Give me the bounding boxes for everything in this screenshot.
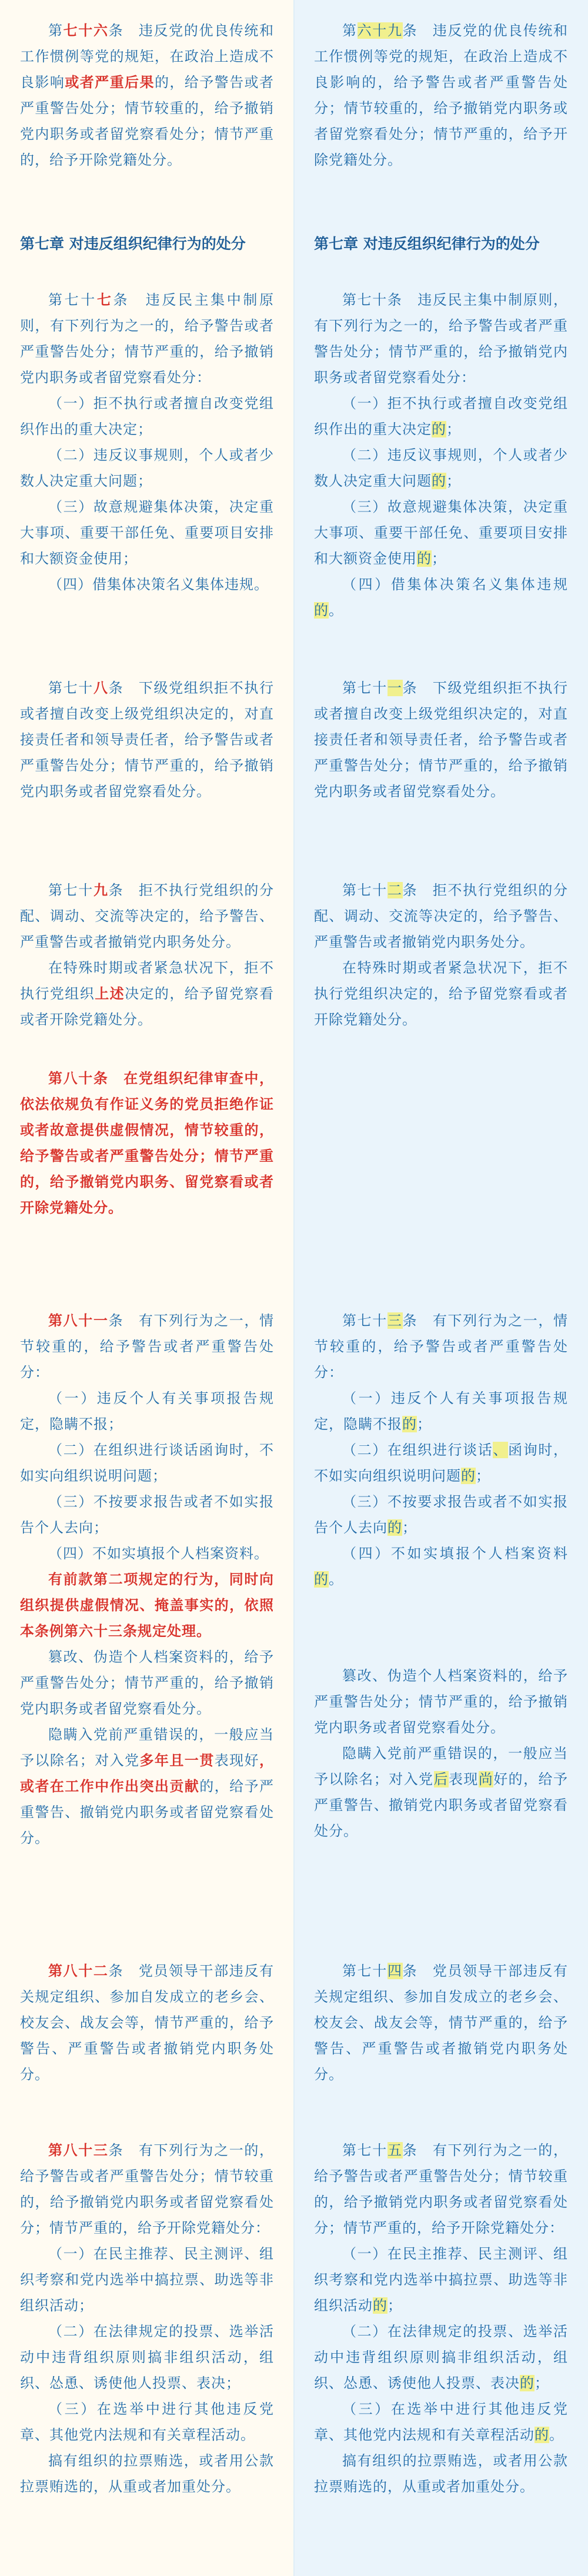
list-item: （四）不如实填报个人档案资料 <box>342 1545 568 1562</box>
list-item: （一）违反个人有关事项报告规定，隐瞒不报 <box>314 1390 568 1432</box>
deleted-text-highlight: 、 <box>493 1442 509 1458</box>
list-item: （三）故意规避集体决策，决定重大事项、重要干部任免、重要项目安排和大额资金使用； <box>20 499 274 567</box>
list-item: ； <box>476 1468 490 1484</box>
chapter-title: 第七章 对违反组织纪律行为的处分 <box>314 235 540 252</box>
article-text: 条 拒不执行党组织的分配、调动、交流等决定的，给予警告、严重警告或者撤销党内职务处分。 <box>314 882 569 950</box>
deleted-text-highlight: 的 <box>520 2375 534 2391</box>
article-text: 条 下级党组织拒不执行或者擅自改变上级党组织决定的，对直接责任者和领导责任者，给予警告或者严重警告处分；情节严重的，给予撤销党内职务或者留党察看处分。 <box>20 680 275 800</box>
right-article-74 <box>314 1958 568 2087</box>
article-prefix: 第七十 <box>48 882 93 898</box>
right-article-69 <box>314 18 568 173</box>
article-prefix: 第七十 <box>342 882 387 898</box>
left-article-80-new <box>20 1065 274 1221</box>
article-text: 条 下级党组织拒不执行或者擅自改变上级党组织决定的，对直接责任者和领导责任者，给予警告或者严重警告处分；情节严重的，给予撤销党内职务或者留党察看处分。 <box>314 680 569 800</box>
list-item: （一）拒不执行或者擅自改变党组织作出的重大决定； <box>20 395 274 437</box>
deleted-text-highlight: 后 <box>433 1771 449 1788</box>
article-text: 条 违反党的优良传统和工作惯例等党的规矩，在政治上造成不良影响 <box>20 22 275 91</box>
article-prefix: 第七十 <box>342 2142 387 2159</box>
article-number-changed: 七 <box>96 292 113 308</box>
list-item: ； <box>446 421 461 437</box>
deleted-text-highlight: 的 <box>387 1519 402 1536</box>
article-number-changed: 第八十二 <box>48 1963 109 1979</box>
article-number-changed: 九 <box>93 882 109 898</box>
left-article-81 <box>20 1308 274 1851</box>
list-item: （二）在组织进行谈话函询时，不如实向组织说明问题； <box>20 1442 274 1484</box>
list-item: 函询时，不如实向组织说明问题 <box>314 1442 569 1484</box>
deleted-text-highlight: 的 <box>461 1468 476 1484</box>
article-number-highlight: 六十九 <box>357 22 403 39</box>
article-text: 条 有下列行为之一，情节较重的，给予警告或者严重警告处分： <box>314 1312 569 1381</box>
article-number-highlight: 一 <box>387 680 403 696</box>
right-article-70 <box>314 287 568 623</box>
paragraph-text: 表现好 <box>214 1752 259 1769</box>
paragraph-text: 篡改、伪造个人档案资料的，给予严重警告处分；情节严重的，给予撤销党内职务或者留党察看处分。 <box>314 1668 568 1736</box>
list-item: 。 <box>329 1571 343 1588</box>
left-article-78 <box>20 675 274 804</box>
article-prefix: 第七十 <box>48 680 93 696</box>
article-text: 条 有下列行为之一，情节较重的，给予警告或者严重警告处分： <box>20 1312 275 1381</box>
list-item: ； <box>432 550 446 567</box>
article-number-changed: 第八十三 <box>48 2142 109 2159</box>
paragraph-text: 的，给予严重警告、撤销党内职务或者留党察看处分。 <box>20 1778 274 1846</box>
list-item: （二）违反议事规则，个人或者少数人决定重大问题； <box>20 447 274 489</box>
paragraph-text: 好的，给予严重警告、撤销党内职务或者留党察看处分。 <box>314 1771 568 1839</box>
added-text: ，或者在工作中作出突出贡献 <box>20 1752 274 1795</box>
deleted-text-highlight: 的 <box>432 421 446 437</box>
list-item: ； <box>387 2297 402 2314</box>
article-number-changed: 七十六 <box>63 22 109 39</box>
article-prefix: 第七十 <box>48 292 97 308</box>
added-paragraph: 有前款第二项规定的行为，同时向组织提供虚假情况、掩盖事实的，依照本条例第六十三条规定处理。 <box>20 1571 274 1639</box>
article-text: 条 党员领导干部违反有关规定组织、参加自发成立的老乡会、校友会、战友会等，情节严重的，给予警告、严重警告或者撤销党内职务处分。 <box>20 1963 275 2083</box>
article-number-highlight: 四 <box>387 1963 403 1979</box>
left-chapter-heading <box>20 232 274 256</box>
list-item: （二）在组织进行谈话 <box>342 1442 493 1458</box>
paragraph-text: 决定的，给予留党察看或者开除党籍处分。 <box>20 985 274 1028</box>
article-prefix: 第七十 <box>342 1312 387 1329</box>
paragraph-text: 在特殊时期或者紧急状况下，拒不执行党组织 <box>20 960 274 1002</box>
article-text: 条 违反党的优良传统和工作惯例等党的规矩，在政治上造成不良影响的，给予警告或者严重警告处分；情节较重的，给予撤销党内职务或者留党察看处分；情节严重的，给予开除党籍处分。 <box>314 22 569 168</box>
list-item: （一）违反个人有关事项报告规定，隐瞒不报； <box>20 1390 274 1432</box>
left-article-83 <box>20 2137 274 2500</box>
deleted-text-highlight: 的 <box>534 2427 549 2443</box>
list-item: （三）不按要求报告或者不如实报告个人去向； <box>20 1494 274 1536</box>
added-text: 多年且一贯 <box>139 1752 215 1769</box>
article-text: 条 有下列行为之一的，给予警告或者严重警告处分；情节较重的，给予撤销党内职务或者留党察看处分；情节严重的，给予开除党籍处分： <box>314 2142 569 2236</box>
list-item: ； <box>402 1519 417 1536</box>
column-divider <box>293 0 295 2576</box>
list-item: （四）不如实填报个人档案资料。 <box>48 1545 269 1562</box>
right-article-72 <box>314 877 568 1033</box>
article-text: 条 拒不执行党组织的分配、调动、交流等决定的，给予警告、严重警告或者撤销党内职务处分。 <box>20 882 275 950</box>
list-item: （三）不按要求报告或者不如实报告个人去向 <box>314 1494 568 1536</box>
list-item: ； <box>417 1416 432 1432</box>
list-item: （三）在选举中进行其他违反党章、其他党内法规和有关章程活动 <box>314 2401 568 2443</box>
article-prefix: 第七十 <box>342 1963 387 1979</box>
deleted-text-highlight: 的 <box>314 1571 329 1588</box>
list-item: （二）在法律规定的投票、选举活动中违背组织原则搞非组织活动，组织、怂恿、诱使他人投票、表决 <box>314 2323 568 2391</box>
added-text: 上述 <box>95 985 125 1002</box>
right-article-73 <box>314 1308 568 1592</box>
deleted-text-highlight: 的 <box>432 473 446 489</box>
deleted-text-highlight: 的 <box>373 2297 387 2314</box>
list-item: （一）拒不执行或者擅自改变党组织作出的重大决定 <box>314 395 568 437</box>
new-article-text: 第八十条 在党组织纪律审查中，依法依规负有作证义务的党员拒绝作证或者故意提供虚假情况，情节较重的，给予警告或者严重警告处分；情节严重的，给予撤销党内职务、留党察看或者开除党籍处分。 <box>20 1070 274 1216</box>
list-item: （四）借集体决策名义集体违规 <box>342 576 568 593</box>
added-text: 或者严重后果 <box>65 74 155 91</box>
article-number-highlight: 三 <box>387 1312 403 1329</box>
paragraph-text: 篡改、伪造个人档案资料的，给予严重警告处分；情节严重的，给予撤销党内职务或者留党察看处分。 <box>20 1649 274 1717</box>
paragraph-text: 表现 <box>448 1771 479 1788</box>
chapter-title: 第七章 对违反组织纪律行为的处分 <box>20 235 246 252</box>
article-text: 条 有下列行为之一的，给予警告或者严重警告处分；情节较重的，给予撤销党内职务或者留党察看处分；情节严重的，给予开除党籍处分： <box>20 2142 275 2236</box>
paragraph-text: 隐瞒入党前严重错误的，一般应当予以除名；对入党 <box>314 1745 568 1788</box>
paragraph-text: 搞有组织的拉票贿选，或者用公款拉票贿选的，从重或者加重处分。 <box>314 2453 568 2495</box>
paragraph-text: 隐瞒入党前严重错误的，一般应当予以除名；对入党 <box>20 1726 274 1769</box>
article-text: 条 党员领导干部违反有关规定组织、参加自发成立的老乡会、校友会、战友会等，情节严重的，给予警告、严重警告或者撤销党内职务处分。 <box>314 1963 569 2083</box>
left-article-76 <box>20 18 274 173</box>
list-item: （三）在选举中进行其他违反党章、其他党内法规和有关章程活动。 <box>20 2401 274 2443</box>
article-text: 第七十条 违反民主集中制原则，有下列行为之一的，给予警告或者严重警告处分；情节严重的，给予撤销党内职务或者留党察看处分： <box>314 292 568 386</box>
list-item: （一）在民主推荐、民主测评、组织考察和党内选举中搞拉票、助选等非组织活动 <box>314 2246 568 2314</box>
deleted-text-highlight: 尚 <box>478 1771 494 1788</box>
article-number-changed: 八 <box>93 680 109 696</box>
right-chapter-heading <box>314 232 568 256</box>
paragraph-text: 在特殊时期或者紧急状况下，拒不执行党组织决定的，给予留党察看或者开除党籍处分。 <box>314 960 568 1028</box>
left-article-79 <box>20 877 274 1033</box>
list-item: 。 <box>549 2427 564 2443</box>
article-text: 条 违反民主集中制原则，有下列行为之一的，给予警告或者严重警告处分；情节严重的，给予撤销党内职务或者留党察看处分： <box>20 292 275 386</box>
deleted-text-highlight: 的 <box>314 602 329 619</box>
right-article-73-tail <box>314 1663 568 1844</box>
article-prefix: 第七十 <box>342 680 387 696</box>
paragraph-text: 搞有组织的拉票贿选，或者用公款拉票贿选的，从重或者加重处分。 <box>20 2453 274 2495</box>
list-item: （一）在民主推荐、民主测评、组织考察和党内选举中搞拉票、助选等非组织活动； <box>20 2246 274 2314</box>
deleted-text-highlight: 的 <box>402 1416 417 1432</box>
left-article-82 <box>20 1958 274 2087</box>
article-text: 的，给予警告或者严重警告处分；情节较重的，给予撤销党内职务或者留党察看处分；情节严重的，给予开除党籍处分。 <box>20 74 274 168</box>
article-prefix: 第 <box>48 22 64 39</box>
list-item: （二）违反议事规则，个人或者少数人决定重大问题 <box>314 447 568 489</box>
deleted-text-highlight: 的 <box>417 550 432 567</box>
list-item: ； <box>446 473 461 489</box>
right-article-71 <box>314 675 568 804</box>
right-article-75 <box>314 2137 568 2500</box>
list-item: （二）在法律规定的投票、选举活动中违背组织原则搞非组织活动，组织、怂恿、诱使他人投票、表决； <box>20 2323 274 2391</box>
article-number-changed: 第八十一 <box>48 1312 109 1329</box>
article-prefix: 第 <box>342 22 358 39</box>
list-item: ； <box>534 2375 549 2391</box>
list-item: （三）故意规避集体决策，决定重大事项、重要干部任免、重要项目安排和大额资金使用 <box>314 499 568 567</box>
list-item: （四）借集体决策名义集体违规。 <box>48 576 269 593</box>
article-number-highlight: 二 <box>387 882 403 898</box>
list-item: 。 <box>329 602 343 619</box>
left-article-77 <box>20 287 274 597</box>
article-number-highlight: 五 <box>387 2142 403 2159</box>
